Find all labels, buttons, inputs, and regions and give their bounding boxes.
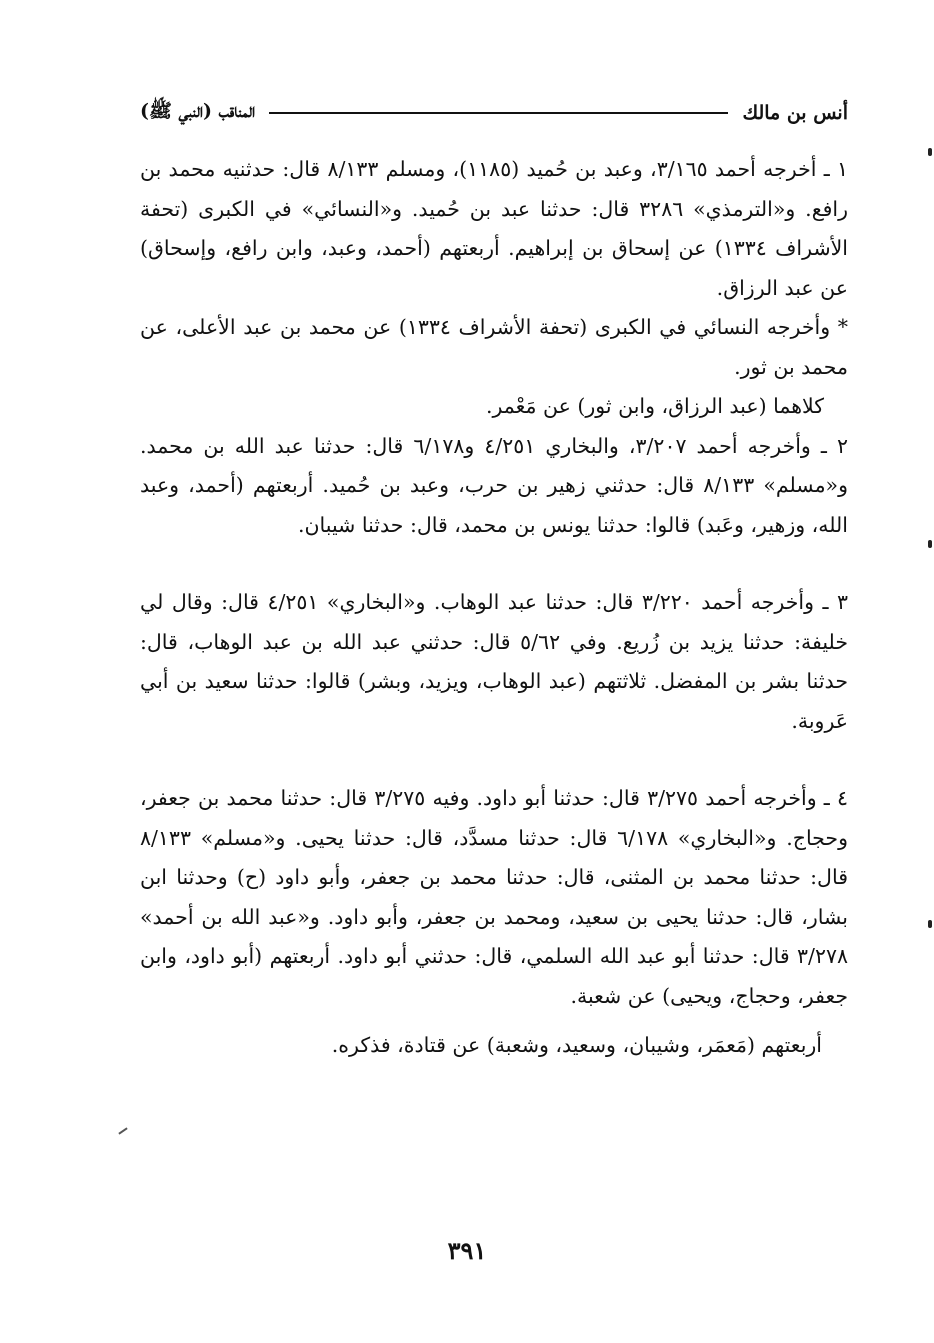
header-right-title: أنس بن مالك	[742, 102, 848, 124]
scan-stroke	[118, 1127, 127, 1134]
paragraph-3: كلاهما (عبد الرزاق، وابن ثور) عن مَعْمر.	[485, 394, 824, 418]
paragraph-4: ٢ ـ وأخرجه أحمد ٣/٢٠٧، والبخاري ٤/٢٥١ و٦/١٧٨ قال: حدثنا عبد الله بن محمد. و«مسلم» ٨/١٣٣ قال: حدثني زهير بن حرب، وعبد بن حُميد. أربعتهم (أحمد، وعبد الله، وزهير، وعَبد) قالوا: حدثنا يونس بن محمد، قال: حدثنا شيبان.	[140, 433, 848, 537]
paragraph-2: * وأخرجه النسائي في الكبرى (تحفة الأشراف ١٣٣٤) عن محمد بن عبد الأعلى، عن محمد بن ثور.	[140, 315, 849, 379]
paragraph-7: أربعتهم (مَعمَر، وشيبان، وسعيد، وشعبة) عن قتادة، فذكره.	[331, 1033, 822, 1057]
scan-mark	[928, 920, 932, 928]
paragraph-5: ٣ ـ وأخرجه أحمد ٣/٢٢٠ قال: حدثنا عبد الوهاب. و«البخاري» ٤/٢٥١ قال: وقال لي خليفة: حدثنا يزيد بن زُريع. وفي ٥/٦٢ قال: حدثني عبد الله بن عبد الوهاب، قال: حدثنا بشر بن المفضل. ثلاثتهم (عبد الوهاب، ويزيد، وبشر) قالوا: حدثنا سعيد بن أبي عَروبة.	[140, 590, 848, 733]
footnote-body	[140, 150, 848, 1066]
header-rule	[269, 112, 728, 114]
header-left-title: المناقب (النبي ﷺ)	[140, 100, 256, 122]
paragraph-1: ١ ـ أخرجه أحمد ٣/١٦٥، وعبد بن حُميد (١١٨٥)، ومسلم ٨/١٣٣ قال: حدثنيه محمد بن رافع. و«الترمذي» ٣٢٨٦ قال: حدثنا عبد بن حُميد. و«النسائي» في الكبرى (تحفة الأشراف ١٣٣٤) عن إسحاق بن إبراهيم. أربعتهم (أحمد، وعبد، وابن رافع، وإسحاق) عن عبد الرزاق.	[140, 157, 849, 300]
running-header	[140, 96, 848, 130]
scan-mark	[928, 540, 932, 548]
scan-mark	[928, 148, 932, 156]
paragraph-6: ٤ ـ وأخرجه أحمد ٣/٢٧٥ قال: حدثنا أبو داود. وفيه ٣/٢٧٥ قال: حدثنا محمد بن جعفر، وحجاج. و«البخاري» ٦/١٧٨ قال: حدثنا مسدَّد، قال: حدثنا يحيى. و«مسلم» ٨/١٣٣ قال: حدثنا محمد بن المثنى، قال: حدثنا محمد بن جعفر، وأبو داود (ح) وحدثنا ابن بشار، قال: حدثنا يحيى بن سعيد، ومحمد بن جعفر، وأبو داود. و«عبد الله بن أحمد» ٣/٢٧٨ قال: حدثنا أبو عبد الله السلمي، قال: حدثني أبو داود. أربعتهم (أبو داود، وابن جعفر، وحجاج، ويحيى) عن شعبة.	[140, 786, 848, 1008]
page-number: ٣٩١	[447, 1236, 487, 1265]
